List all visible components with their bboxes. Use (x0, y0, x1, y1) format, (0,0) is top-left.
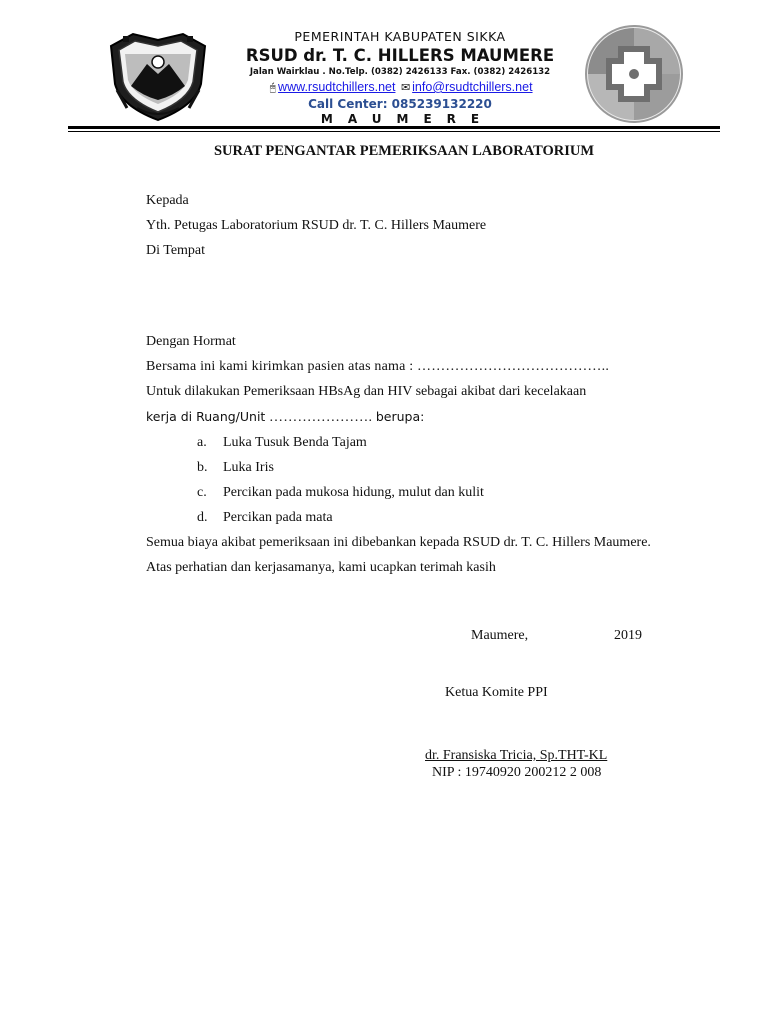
mouse-pointer-icon: 🖰 (269, 82, 277, 94)
recipient-location: Di Tempat (146, 243, 206, 258)
addressee: Yth. Petugas Laboratorium RSUD dr. T. C. Hillers Maumere (146, 218, 487, 233)
list-marker: c. (197, 485, 207, 500)
letter-title: SURAT PENGANTAR PEMERIKSAAN LABORATORIUM (213, 143, 595, 159)
call-center: Call Center: 085239132220 (308, 97, 492, 111)
website-link[interactable]: www.rsudtchillers.net (278, 80, 396, 94)
list-marker: b. (197, 460, 208, 475)
exam-line-2 (146, 404, 658, 430)
hospital-address: Jalan Wairklau . No.Telp. (0382) 2426133 Fax. (0382) 2426132 (249, 67, 551, 77)
salutation: Kepada (146, 193, 189, 208)
list-item (197, 430, 658, 455)
city-name: MAUMERE (320, 112, 495, 126)
exam-line-1: Untuk dilakukan Pemeriksaan HBsAg dan HIV sebagai akibat dari kecelakaan (146, 384, 587, 399)
unit-blank: …………………. (265, 410, 376, 425)
list-text: Luka Iris (223, 460, 274, 475)
signature-year: 2019 (614, 628, 642, 643)
exam-line-2-start: kerja di Ruang/Unit (146, 409, 266, 424)
list-marker: a. (197, 435, 207, 450)
patient-line: Bersama ini kami kirimkan pasien atas nama : ………………………………….. (146, 359, 610, 374)
signatory-name: dr. Fransiska Tricia, Sp.THT-KL (425, 748, 608, 763)
envelope-icon: ✉ (400, 82, 411, 94)
government-name: PEMERINTAH KABUPATEN SIKKA (294, 29, 506, 44)
sikka-regency-emblem-icon (103, 24, 213, 124)
signatory-nip: NIP : 19740920 200212 2 008 (432, 765, 602, 780)
cost-statement: Semua biaya akibat pemeriksaan ini dibebankan kepada RSUD dr. T. C. Hillers Maumere. (146, 535, 651, 550)
greeting: Dengan Hormat (146, 334, 236, 349)
letterhead-text (200, 28, 600, 126)
list-item (197, 480, 658, 505)
letterhead-divider-thick (68, 126, 720, 129)
incident-list (146, 430, 658, 530)
list-item (197, 455, 658, 480)
signature-place: Maumere, (471, 628, 529, 643)
closing-line: Atas perhatian dan kerjasamanya, kami ucapkan terimah kasih (146, 560, 496, 575)
list-text: Percikan pada mukosa hidung, mulut dan kulit (223, 485, 484, 500)
list-text: Luka Tusuk Benda Tajam (223, 435, 367, 450)
hospital-name: RSUD dr. T. C. HILLERS MAUMERE (245, 46, 555, 65)
exam-line-2-end: berupa: (375, 409, 425, 424)
list-item (197, 505, 658, 530)
letterhead-divider-thin (68, 131, 720, 132)
contact-line (200, 79, 600, 96)
list-marker: d. (197, 510, 208, 525)
list-text: Percikan pada mata (223, 510, 333, 525)
email-link[interactable]: info@rsudtchillers.net (412, 80, 533, 94)
recipient-block (146, 188, 658, 263)
letter-body (146, 329, 658, 580)
signatory-role: Ketua Komite PPI (445, 685, 548, 700)
